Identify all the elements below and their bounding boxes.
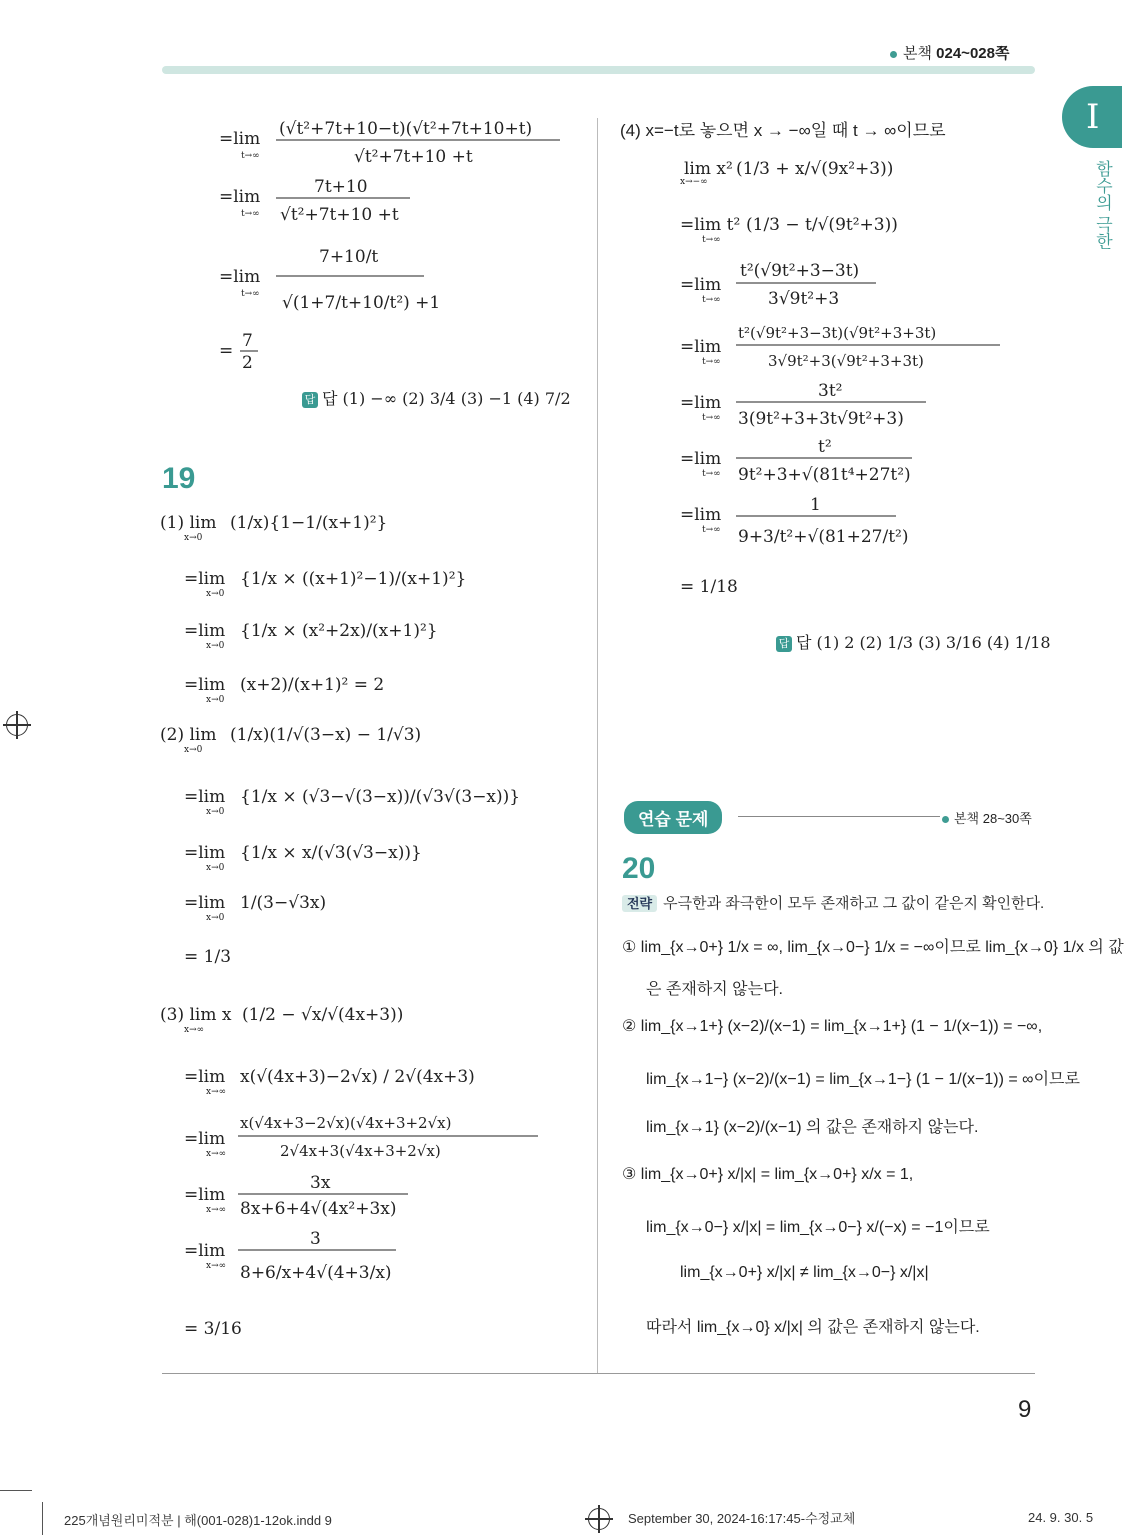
section-title: 연습 문제 xyxy=(624,801,722,834)
svg-text:x→∞: x→∞ xyxy=(206,1205,227,1215)
sol1-line2: 은 존재하지 않는다. xyxy=(646,981,783,998)
svg-text:3x: 3x xyxy=(310,1173,331,1193)
svg-text:x→∞: x→∞ xyxy=(206,1149,227,1159)
crop-mark xyxy=(42,1502,43,1535)
svg-text:t→∞: t→∞ xyxy=(702,295,721,305)
svg-text:{1/x × ((x+1)²−1)/(x+1)²}: {1/x × ((x+1)²−1)/(x+1)²} xyxy=(240,569,467,589)
svg-text:=lim: =lim xyxy=(184,787,226,807)
svg-text:x(√(4x+3)−2√x) / 2√(4x+3): x(√(4x+3)−2√x) / 2√(4x+3) xyxy=(240,1067,475,1087)
svg-text:7t+10: 7t+10 xyxy=(314,177,368,197)
strategy: 전략 우극한과 좌극한이 모두 존재하고 그 값이 같은지 확인한다. xyxy=(622,892,1044,913)
problem-18-answer: 답 답 (1) 2 (2) 1/3 (3) 3/16 (4) 1/18 xyxy=(776,630,1051,653)
svg-text:x→0: x→0 xyxy=(206,641,225,651)
svg-text:8x+6+4√(4x²+3x): 8x+6+4√(4x²+3x) xyxy=(240,1199,397,1219)
svg-text:(1/3 + x/√(9x²+3)): (1/3 + x/√(9x²+3)) xyxy=(736,159,894,179)
svg-text:x→0: x→0 xyxy=(206,695,225,705)
svg-text:1/(3−√3x): 1/(3−√3x) xyxy=(240,893,327,913)
svg-text:=lim: =lim xyxy=(184,569,226,589)
svg-text:3(9t²+3+3t√9t²+3): 3(9t²+3+3t√9t²+3) xyxy=(738,409,904,429)
svg-text:(x+2)/(x+1)² = 2: (x+2)/(x+1)² = 2 xyxy=(240,675,385,695)
footer-date: 24. 9. 30. 5 xyxy=(1028,1510,1094,1525)
math-den: √t²+7t+10 +t xyxy=(354,147,473,167)
svg-text:=lim: =lim xyxy=(680,337,722,357)
svg-text:7+10/t: 7+10/t xyxy=(319,247,379,267)
svg-text:=: = xyxy=(219,341,234,361)
part4-derivation xyxy=(676,140,1016,620)
svg-text:(1/3 − t/√(9t²+3)): (1/3 − t/√(9t²+3)) xyxy=(746,215,898,235)
part4-intro: (4) x=−t로 놓으면 x → −∞일 때 t → ∞이므로 xyxy=(620,121,946,140)
crop-mark xyxy=(0,1490,32,1491)
svg-text:(3) lim x: (3) lim x xyxy=(160,1005,232,1025)
svg-text:x→−∞: x→−∞ xyxy=(680,177,708,187)
svg-text:(1/2 − √x/√(4x+3)): (1/2 − √x/√(4x+3)) xyxy=(242,1005,404,1025)
registration-mark-icon xyxy=(588,1508,610,1530)
svg-text:x→0: x→0 xyxy=(184,533,203,543)
math-sub: t→∞ xyxy=(241,151,260,161)
problem-number-20: 20 xyxy=(622,852,656,885)
bullet-icon xyxy=(942,816,949,823)
svg-text:t²(√9t²+3−3t): t²(√9t²+3−3t) xyxy=(740,261,860,281)
svg-text:=lim: =lim xyxy=(184,1129,226,1149)
svg-text:x(√4x+3−2√x)(√4x+3+2√x): x(√4x+3−2√x)(√4x+3+2√x) xyxy=(240,1114,452,1132)
svg-text:{1/x × (√3−√(3−x))/(√3√(3−x))}: {1/x × (√3−√(3−x))/(√3√(3−x))} xyxy=(240,787,521,807)
svg-text:t→∞: t→∞ xyxy=(241,209,260,219)
sol1-line1: ① lim_{x→0+} 1/x = ∞, lim_{x→0−} 1/x = −∞이므로 lim_{x→0} 1/x 의 값 xyxy=(622,939,1124,956)
bottom-rule xyxy=(162,1373,1035,1374)
svg-text:{1/x × (x²+2x)/(x+1)²}: {1/x × (x²+2x)/(x+1)²} xyxy=(240,621,438,641)
section-rule xyxy=(738,816,940,817)
chapter-tab: I xyxy=(1062,86,1122,148)
strategy-tag: 전략 xyxy=(622,895,657,912)
svg-text:x→0: x→0 xyxy=(206,589,225,599)
svg-text:t→∞: t→∞ xyxy=(702,469,721,479)
svg-text:3t²: 3t² xyxy=(818,381,843,401)
svg-text:9+3/t²+√(81+27/t²): 9+3/t²+√(81+27/t²) xyxy=(738,527,909,547)
svg-text:x→∞: x→∞ xyxy=(184,1025,205,1035)
svg-text:√(1+7/t+10/t²) +1: √(1+7/t+10/t²) +1 xyxy=(282,293,441,313)
practice-section-header xyxy=(624,801,722,834)
column-divider xyxy=(597,118,598,1373)
svg-text:(1/x)(1/√(3−x) − 1/√3): (1/x)(1/√(3−x) − 1/√3) xyxy=(230,725,422,745)
problem-number-19: 19 xyxy=(162,462,196,495)
svg-text:lim x²: lim x² xyxy=(684,159,733,179)
svg-text:=lim: =lim xyxy=(680,449,722,469)
answer-badge-icon: 답 xyxy=(776,636,792,652)
problem-19-solution xyxy=(160,500,580,1360)
svg-text:=lim: =lim xyxy=(184,1241,226,1261)
answer-badge-icon: 답 xyxy=(302,392,318,408)
svg-text:=lim: =lim xyxy=(184,843,226,863)
sol2-line1: ② lim_{x→1+} (x−2)/(x−1) = lim_{x→1+} (1 − 1/(x−1)) = −∞, xyxy=(622,1018,1043,1035)
svg-text:t²: t² xyxy=(818,437,832,457)
svg-text:t→∞: t→∞ xyxy=(241,289,260,299)
svg-text:√t²+7t+10 +t: √t²+7t+10 +t xyxy=(280,205,399,225)
math-eq: =lim xyxy=(219,129,261,149)
section-ref: 본책 28~30쪽 xyxy=(942,808,1032,827)
svg-text:=lim: =lim xyxy=(184,1067,226,1087)
sol3-line2: lim_{x→0−} x/|x| = lim_{x→0−} x/(−x) = −1이므로 xyxy=(646,1219,990,1236)
prev-derivation xyxy=(214,112,594,372)
svg-text:t²(√9t²+3−3t)(√9t²+3+3t): t²(√9t²+3−3t)(√9t²+3+3t) xyxy=(738,324,937,342)
svg-text:3: 3 xyxy=(310,1229,321,1249)
svg-text:9t²+3+√(81t⁴+27t²): 9t²+3+√(81t⁴+27t²) xyxy=(738,465,911,485)
svg-text:t→∞: t→∞ xyxy=(702,235,721,245)
top-rule xyxy=(162,66,1035,74)
svg-text:2√4x+3(√4x+3+2√x): 2√4x+3(√4x+3+2√x) xyxy=(280,1142,441,1160)
svg-text:(1/x){1−1/(x+1)²}: (1/x){1−1/(x+1)²} xyxy=(230,513,388,533)
svg-text:3√9t²+3: 3√9t²+3 xyxy=(768,289,840,309)
svg-text:x→0: x→0 xyxy=(206,807,225,817)
svg-text:=lim: =lim xyxy=(184,675,226,695)
svg-text:=lim: =lim xyxy=(680,505,722,525)
math-eq: =lim xyxy=(219,187,261,207)
prev-answer: 답 답 (1) −∞ (2) 3/4 (3) −1 (4) 7/2 xyxy=(302,386,571,409)
sol3-line4: 따라서 lim_{x→0} x/|x| 의 값은 존재하지 않는다. xyxy=(646,1319,980,1336)
sol3-line3: lim_{x→0+} x/|x| ≠ lim_{x→0−} x/|x| xyxy=(680,1264,929,1281)
svg-text:t→∞: t→∞ xyxy=(702,357,721,367)
svg-text:= 3/16: = 3/16 xyxy=(184,1319,242,1339)
svg-text:t→∞: t→∞ xyxy=(702,525,721,535)
svg-text:=lim: =lim xyxy=(184,893,226,913)
page-number: 9 xyxy=(1018,1396,1032,1423)
svg-text:{1/x × x/(√3(√3−x))}: {1/x × x/(√3(√3−x))} xyxy=(240,843,422,863)
svg-text:=lim: =lim xyxy=(219,267,261,287)
chapter-title: 함수의 극한 xyxy=(1093,160,1112,250)
sol2-line3: lim_{x→1} (x−2)/(x−1) 의 값은 존재하지 않는다. xyxy=(646,1119,979,1136)
svg-text:x→∞: x→∞ xyxy=(206,1087,227,1097)
svg-text:=lim: =lim xyxy=(680,393,722,413)
svg-text:(2) lim: (2) lim xyxy=(160,725,217,745)
math-num: (√t²+7t+10−t)(√t²+7t+10+t) xyxy=(279,119,533,139)
svg-text:=lim: =lim xyxy=(184,621,226,641)
svg-text:=lim t²: =lim t² xyxy=(680,215,741,235)
footer-file: 225개념원리미적분 | 해(001-028)1-12ok.indd 9 xyxy=(64,1513,332,1528)
svg-text:2: 2 xyxy=(242,353,253,373)
svg-text:1: 1 xyxy=(810,495,821,515)
registration-mark-icon xyxy=(6,714,28,736)
sol2-line2: lim_{x→1−} (x−2)/(x−1) = lim_{x→1−} (1 − 1/(x−1)) = ∞이므로 xyxy=(646,1071,1080,1088)
svg-text:= 1/3: = 1/3 xyxy=(184,947,232,967)
sol3-line1: ③ lim_{x→0+} x/|x| = lim_{x→0+} x/x = 1, xyxy=(622,1166,914,1183)
svg-text:7: 7 xyxy=(242,331,253,351)
svg-text:= 1/18: = 1/18 xyxy=(680,577,738,597)
footer-timestamp: September 30, 2024-16:17:45-수정교체 xyxy=(628,1511,856,1526)
svg-text:x→∞: x→∞ xyxy=(206,1261,227,1271)
svg-text:t→∞: t→∞ xyxy=(702,413,721,423)
svg-text:8+6/x+4√(4+3/x): 8+6/x+4√(4+3/x) xyxy=(240,1263,392,1283)
svg-text:x→0: x→0 xyxy=(206,913,225,923)
svg-text:3√9t²+3(√9t²+3+3t): 3√9t²+3(√9t²+3+3t) xyxy=(768,352,924,370)
svg-text:=lim: =lim xyxy=(680,275,722,295)
svg-text:(1) lim: (1) lim xyxy=(160,513,217,533)
svg-text:x→0: x→0 xyxy=(184,745,203,755)
bullet-icon xyxy=(890,51,897,58)
page-ref: 본책 024~028쪽 xyxy=(890,42,1009,63)
svg-text:=lim: =lim xyxy=(184,1185,226,1205)
svg-text:x→0: x→0 xyxy=(206,863,225,873)
